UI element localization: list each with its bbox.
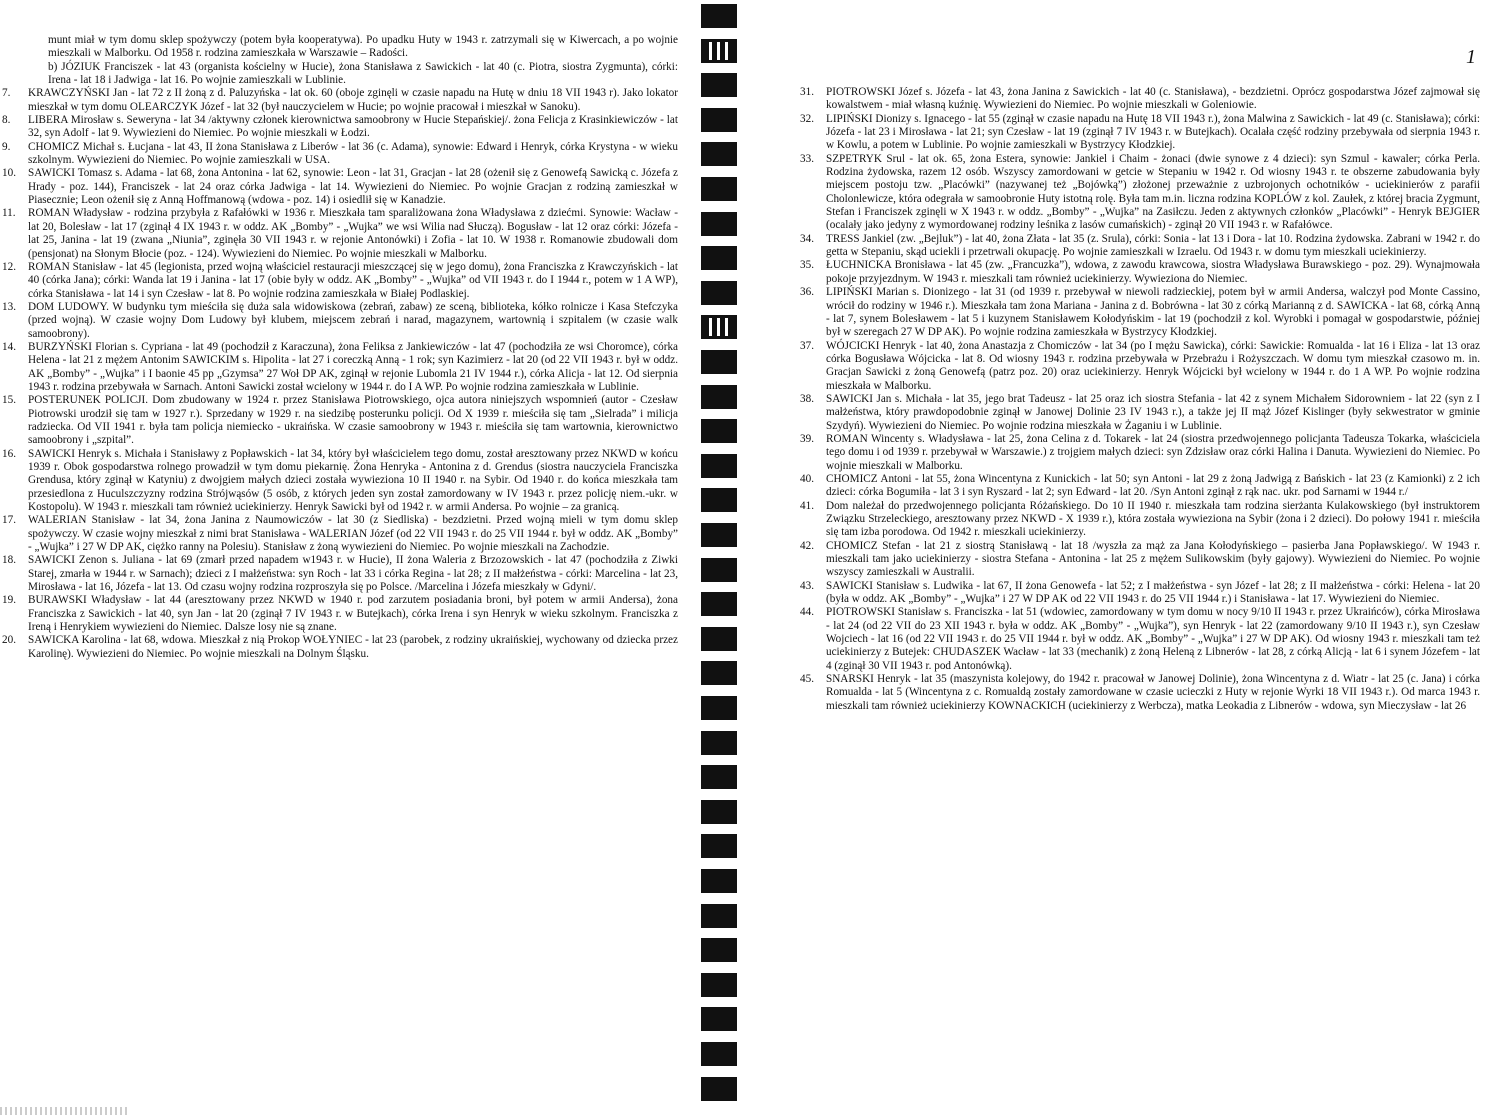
document-entry bbox=[2, 167, 678, 207]
document-entry bbox=[2, 554, 678, 594]
binding-hole bbox=[701, 904, 737, 928]
document-entry bbox=[800, 113, 1480, 153]
binding-notch bbox=[717, 318, 720, 336]
entry-number: 12. bbox=[2, 260, 16, 273]
binding-hole bbox=[701, 592, 737, 616]
entry-text: ROMAN Stanisław - lat 45 (legionista, przed wojną właściciel restauracji mieszczącej się w jego domu), żona Franciszka z Krawczyńskich - lat 40 (córka Jana); córki: Wanda lat 19 i Janina - lat 17 (obie były w oddz. AK „Bomby” - „Wujka” od VII 1943 r. do I 1944 r., potem w 1 A WP), córka Stanisława - lat 14 i syn Czesław - lat 8. Po wojnie rodzina zamieszkała w Białej Podlaskiej. bbox=[28, 260, 678, 300]
document-entry bbox=[2, 341, 678, 394]
document-entry bbox=[2, 448, 678, 515]
entry-text: BURAWSKI Władysław - lat 44 (aresztowany przez NKWD w 1940 r. pod zarzutem posiadania broni, był potem w armii Andersa), żona Franciszka z Sawickich - lat 40, syn Jan - lat 20 (zginął 7 IV 1943 r. w Butejkach), córka Irena i syn Henryk w wieku szkolnym. Franciszka z Ireną i Henrykiem wywiezieni do Niemiec. Dalsze losy nie są znane. bbox=[28, 594, 678, 634]
entry-number: 38. bbox=[800, 392, 814, 405]
document-entry bbox=[2, 301, 678, 341]
entry-text: b) JÓZIUK Franciszek - lat 43 (organista kościelny w Hucie), żona Stanisława z Sawickich - lat 40 (c. Piotra, siostra Zygmunta), córki: Irena - lat 18 i Jadwiga - lat 16. Po wojnie zamieszkali w Lublinie. bbox=[48, 60, 678, 87]
entry-number: 42. bbox=[800, 539, 814, 552]
binding-notch bbox=[717, 42, 720, 60]
entry-number: 31. bbox=[800, 86, 814, 98]
binding-hole bbox=[701, 73, 737, 97]
entry-text: CHOMICZ Michał s. Łucjana - lat 43, II żona Stanisława z Liberów - lat 36 (c. Adama), synowie: Edward i Henryk, córka Krystyna - w wieku szkolnym. Wywiezieni do Niemiec. Po wojnie zamieszkali w USA. bbox=[28, 140, 678, 167]
document-entry bbox=[800, 286, 1480, 339]
entry-text: POSTERUNEK POLICJI. Dom zbudowany w 1924 r. przez Stanisława Piotrowskiego, ojca autora niniejszych wspomnień (autor - Czesław Piotrowski urodził się tam w 1927 r.). Sprzedany w 1929 r. na siedzibę posterunku policji. Od X 1939 r. mieściła się tam „Sielrada” i milicja radziecka. Od VII 1941 r. była tam policja niemiecko - ukraińska. W czasie samoobrony w 1943 r. mieściła się tam wartownia, kierownictwo samoobrony i „szpital”. bbox=[28, 394, 678, 447]
binding-hole bbox=[701, 661, 737, 685]
entry-number: 37. bbox=[800, 339, 814, 352]
entry-text: BURZYŃSKI Florian s. Cypriana - lat 49 (pochodził z Karaczuna), żona Feliksa z Jankiewiczów - lat 47 (pochodziła ze wsi Choromce), córka Helena - lat 21 z mężem Antonim SAWICKIM s. Hipolita - lat 27 i coreczką Anną - 1 rok; syn Kazimierz - lat 20 (od 22 VII 1943 r. był w oddz. AK „Bomby” - „Wujka” i I baonie 45 pp „Gzymsa” 27 Woł DP AK, zginął w rejonie Lubomla 21 IV 1944 r.), córka Alicja - lat 12. Od sierpnia 1943 r. rodzina przebywała w Sarnach. Antoni Sawicki został wcielony w 1944 r. do I A WP. Po wojnie rodzina zamieszkała w Lublinie. bbox=[28, 340, 678, 393]
spiral-binding bbox=[700, 0, 770, 1115]
document-entry bbox=[800, 540, 1480, 580]
binding-hole bbox=[701, 246, 737, 270]
document-entry bbox=[800, 473, 1480, 500]
entry-text: CHOMICZ Antoni - lat 55, żona Wincentyna z Kunickich - lat 50; syn Antoni - lat 29 z żoną Jadwigą z Bańskich - lat 23 (z Kamionki) z 2 ich dzieci: córka Bogumiła - lat 3 i syn Ryszard - lat 2; syn Edward - lat 20. /Syn Antoni zginął z rąk nac. ukr. pod Sarnami w 1944 r./ bbox=[826, 472, 1480, 499]
document-entry bbox=[800, 433, 1480, 473]
entry-number: 35. bbox=[800, 259, 814, 272]
binding-hole bbox=[701, 523, 737, 547]
entry-text: KRAWCZYŃSKI Jan - lat 72 z II żoną z d. Paluzyńska - lat ok. 60 (oboje zginęli w czasie napadu na Hutę w dniu 18 VII 1943 r). Jako lokator mieszkał w tym domu OLEARCZYK Józef - lat 32 (był nauczycielem w Hucie; po wojnie pracował i mieszkał w Sanoku). bbox=[28, 87, 678, 113]
entry-number: 18. bbox=[2, 554, 16, 567]
entry-number: 8. bbox=[2, 114, 11, 127]
binding-hole bbox=[701, 765, 737, 789]
document-entry bbox=[800, 606, 1480, 673]
binding-hole bbox=[701, 488, 737, 512]
entry-text: SAWICKI Henryk s. Michała i Stanisławy z Popławskich - lat 34, który był właścicielem tego domu, został aresztowany przez NKWD w końcu 1939 r. Obok gospodarstwa rolnego prowadził w tym domu piekarnię. Żona Henryka - Antonina z d. Grendus (siostra nauczyciela Franciszka Grendusa, który zginął w Katyniu) z dwojgiem małych dzieci została wywieziona 10 II 1940 r. na Sybir. Od 1940 r. do końca mieszkała tam przesiedlona z Huculszczyzny rodzina Strójwąsów (5 osób, z których jeden syn został zamordowany w IV 1943 r. przez policję niem.-ukr. w Kostopolu). W 1943 r. mieszkali tam również uciekinierzy. Henryk Sawicki był od 1942 r. w armii Andersa. Po wojnie – za granicą. bbox=[28, 447, 678, 514]
binding-hole bbox=[701, 177, 737, 201]
binding-hole bbox=[701, 800, 737, 824]
entry-number: 34. bbox=[800, 232, 814, 245]
document-entry bbox=[2, 594, 678, 634]
binding-hole bbox=[701, 385, 737, 409]
entry-text: ŁUCHNICKA Bronisława - lat 45 (zw. „Francuzka”), wdowa, z zawodu krawcowa, siostra Władysława Burawskiego - poz. 29). Wynajmowała pokoje przyjezdnym. W 1943 r. mieszkali tam również uciekinierzy. Wywieziona do Niemiec. bbox=[826, 259, 1480, 285]
entry-number: 39. bbox=[800, 432, 814, 445]
entry-number: 44. bbox=[800, 606, 814, 619]
document-entry bbox=[2, 514, 678, 554]
entry-number: 15. bbox=[2, 394, 16, 407]
page-corner-mark: 1 bbox=[1466, 46, 1476, 68]
entry-number: 40. bbox=[800, 472, 814, 485]
entry-number: 16. bbox=[2, 447, 16, 460]
binding-hole bbox=[701, 1007, 737, 1031]
binding-hole bbox=[701, 1042, 737, 1066]
entry-text: TRESS Jankiel (zw. „Bejluk”) - lat 40, żona Złata - lat 35 (z. Srula), córki: Sonia - lat 13 i Dora - lat 10. Rodzina żydowska. Zabrani w 1942 r. do getta w Stepaniu, skąd uciekli i przetrwali okupację. Po wojnie zamieszkali w Izraelu. Od 1943 r. w domu tym mieszkali uciekinierzy. bbox=[826, 232, 1480, 259]
binding-hole bbox=[701, 1077, 737, 1101]
binding-hole bbox=[701, 696, 737, 720]
left-page-entries bbox=[2, 34, 678, 661]
document-entry bbox=[800, 86, 1480, 113]
entry-number: 11. bbox=[2, 207, 16, 220]
document-entry bbox=[2, 634, 678, 661]
entry-number: 14. bbox=[2, 340, 16, 353]
entry-text: SAWICKA Karolina - lat 68, wdowa. Mieszkał z nią Prokop WOŁYNIEC - lat 23 (parobek, z rodziny ukraińskiej, wychowany od dziecka przez Karolinę). Wywiezieni do Niemiec. Po wojnie mieszkali na Dolnym Śląsku. bbox=[28, 634, 678, 660]
entry-text: Dom należał do przedwojennego policjanta Różańskiego. Do 10 II 1940 r. mieszkała tam rodzina sierżanta Kulakowskiego (był instruktorem Związku Strzeleckiego, aresztowany przez NKWD - X 1939 r.), która została wywieziona na Sybir (żona i 2 dzieci). Do połowy 1941 r. mieściła się tam izba porodowa. Od 1942 r. mieszkali uciekinierzy. bbox=[826, 499, 1480, 539]
entry-text: munt miał w tym domu sklep spożywczy (potem była kooperatywa). Po upadku Huty w 1943 r. zatrzymali się w Kiwercach, a po wojnie mieszkali w Malborku. Od 1958 r. rodzina zamieszkała w Warszawie – Radości. bbox=[48, 34, 678, 60]
document-entry bbox=[800, 580, 1480, 607]
document-entry bbox=[800, 259, 1480, 286]
entry-text: SAWICKI Zenon s. Juliana - lat 69 (zmarł przed napadem w1943 r. w Hucie), II żona Waleria z Brzozowskich - lat 47 (pochodziła z Ziwki Starej, zmarła w 1944 r. w Sarnach); dzieci z I małżeństwa: syn Roch - lat 33 i córka Regina - lat 28; z II małżeństwa - córki: Marcelina - lat 23, Mirosława - lat 16, Józefa - lat 13. Od czasu wojny rodzina rozproszyła się po Polsce. /Marcelina i Józefa mieszkały w Gdyni/. bbox=[28, 554, 678, 594]
binding-hole bbox=[701, 350, 737, 374]
binding-hole bbox=[701, 4, 737, 28]
document-entry bbox=[800, 340, 1480, 393]
entry-number: 13. bbox=[2, 300, 16, 313]
binding-hole bbox=[701, 39, 737, 63]
entry-number: 33. bbox=[800, 152, 814, 165]
entry-number: 36. bbox=[800, 286, 814, 299]
entry-text: LIBERA Mirosław s. Seweryna - lat 34 /aktywny członek kierownictwa samoobrony w Hucie Stepańskiej/. żona Felicja z Krasinkiewiczów - lat 32, syn Adolf - lat 9. Wywiezieni do Niemiec. Po wojnie mieszkali w Łodzi. bbox=[28, 114, 678, 140]
entry-number bbox=[2, 61, 28, 88]
binding-hole bbox=[701, 419, 737, 443]
binding-notch bbox=[709, 42, 712, 60]
entry-number: 10. bbox=[2, 167, 16, 180]
binding-hole bbox=[701, 558, 737, 582]
document-entry bbox=[800, 393, 1480, 433]
binding-hole bbox=[701, 212, 737, 236]
entry-text: SAWICKI Jan s. Michała - lat 35, jego brat Tadeusz - lat 25 oraz ich siostra Stefania - lat 42 z synem Michałem Sidorowniem - lat 22 (syn z I małżeństwa, który prawdopodobnie zginął w Janowej Dolinie 23 IV 1943 r.), a także jej II mąż Józef Kislinger (były sekwestrator w gminie Szydyń). Wywiezieni do Niemiec. Po wojnie rodzina mieszkała w Żaganiu i w Lublinie. bbox=[826, 392, 1480, 432]
binding-hole bbox=[701, 938, 737, 962]
entry-text: SAWICKI Stanisław s. Ludwika - lat 67, II żona Genowefa - lat 52; z I małżeństwa - syn Józef - lat 28; z II małżeństwa - córki: Helena - lat 20 (była w oddz. AK „Bomby” - „Wujka” i 27 W DP AK od 22 VII 1943 r. do 25 VII 1944 r.) i Stanisława - lat 17. Wywiezieni do Niemiec. bbox=[826, 579, 1480, 606]
entry-text: WALERIAN Stanisław - lat 34, żona Janina z Naumowiczów - lat 30 (z Siedliska) - bezdzietni. Przed wojną mieli w tym domu sklep spożywczy. W czasie wojny mieszkał z nimi brat Stanisława - WALERIAN Józef (od 22 VII 1943 r. do 25 VII 1944 r. był w oddz. AK „Bomby” - „Wujka” i 27 W DP AK, ciężko ranny na Polesiu). Stanisław z żoną wywiezieni do Niemiec. Po wojnie mieszkali na Zachodzie. bbox=[28, 514, 678, 554]
entry-text: ROMAN Wincenty s. Władysława - lat 25, żona Celina z d. Tokarek - lat 24 (siostra przedwojennego policjanta Tadeusza Tokarka, właściciela tego domu i od 1939 r. przebywał w Warszawie.) z trojgiem małych dzieci: syn Zdzisław oraz córki Halina i Danuta. Wywiezieni do Niemiec. Po wojnie mieszkali w Malborku. bbox=[826, 432, 1480, 472]
document-entry bbox=[2, 394, 678, 447]
entry-text: LIPIŃSKI Dionizy s. Ignacego - lat 55 (zginął w czasie napadu na Hutę 18 VII 1943 r.), żona Malwina z Sawickich - lat 49 (c. Stanisława); córki: Józefa - lat 23 i Mirosława - lat 21; syn Czesław - lat 19 (zginął 7 IV 1943 r. w Butejkach). Ocalała część rodziny przebywała od sierpnia 1943 r. w Kowlu, a potem w Lublinie. Po wojnie zamieszkali w Bystrzycy Kłodzkiej. bbox=[826, 112, 1480, 152]
binding-hole bbox=[701, 973, 737, 997]
entry-text: SAWICKI Tomasz s. Adama - lat 68, żona Antonina - lat 62, synowie: Leon - lat 31, Gracjan - lat 28 (ożenił się z Genowefą Sawicką c. Józefa z Hrady - poz. 144), Franciszek - lat 24 oraz córka Jadwiga - lat 14. Wywiezieni do Niemiec. Po wojnie Gracjan z rodziną zamieszkał w Piasecznie; Leon ożenił się z Anną Hoffmanową (wdowa - poz. 14) i osiedlił się w Kanadzie. bbox=[28, 167, 678, 207]
entry-number: 20. bbox=[2, 634, 16, 647]
document-entry bbox=[2, 207, 678, 260]
document-entry bbox=[2, 261, 678, 301]
document-entry bbox=[800, 500, 1480, 540]
document-entry bbox=[800, 233, 1480, 260]
entry-text: PIOTROWSKI Józef s. Józefa - lat 43, żona Janina z Sawickich - lat 40 (c. Stanisława), - bezdzietni. Oprócz gospodarstwa Józef zajmował się kowalstwem - miał własną kuźnię. Wywiezieni do Niemiec. Po wojnie mieszkali w Goleniowie. bbox=[826, 86, 1480, 112]
document-entry bbox=[800, 153, 1480, 233]
binding-hole bbox=[701, 142, 737, 166]
scan-edge-artifact bbox=[0, 1107, 130, 1115]
binding-hole bbox=[701, 281, 737, 305]
document-entry bbox=[2, 34, 678, 61]
binding-hole bbox=[701, 627, 737, 651]
entry-text: WÓJCICKI Henryk - lat 40, żona Anastazja z Chomiczów - lat 34 (po I mężu Sawicka), córki: Sawickie: Romualda - lat 16 i Eliza - lat 13 oraz córka Bogusława Wójcicka - lat 8. Od wiosny 1943 r. rodzina przebywała w Przebrażu i Rożyszczach. W domu tym mieszkał czasowo m. in. Gracjan Sawicki z żoną Genowefą (patrz poz. 20) oraz uciekinierzy. Henryk Wójcicki był wcielony w 1944 r. do 1 A WP. Po wojnie rodzina mieszkała w Malborku. bbox=[826, 339, 1480, 392]
right-page bbox=[770, 0, 1488, 1115]
binding-hole bbox=[701, 869, 737, 893]
entry-number: 17. bbox=[2, 514, 16, 527]
entry-number: 41. bbox=[800, 499, 814, 512]
entry-number: 43. bbox=[800, 579, 814, 592]
document-entry bbox=[2, 141, 678, 168]
binding-hole bbox=[701, 731, 737, 755]
binding-hole bbox=[701, 454, 737, 478]
binding-notch bbox=[725, 318, 728, 336]
entry-text: LIPIŃSKI Marian s. Dionizego - lat 31 (od 1939 r. przebywał w niewoli radzieckiej, potem był w armii Andersa, walczył pod Monte Cassino, wrócił do rodziny w 1946 r.). Mieszkała tam żona Mariana - Janina z d. Bobrówna - lat 30 z córką Marianną z d. SAWICKA - lat 68, córką Anną - lat 7, synem Bolesławem - lat 5 i kuzynem Stanisławem Kołodyńskim - lat 19 (pochodził z kol. Wyrobki i pomagał w gospodarstwie, później był w szeregach 27 W DP AK). Po wojnie rodzina zamieszkała w Bystrzycy Kłodzkiej. bbox=[826, 286, 1480, 339]
binding-hole bbox=[701, 834, 737, 858]
entry-text: SNARSKI Henryk - lat 35 (maszynista kolejowy, do 1942 r. pracował w Janowej Dolinie), żona Wincentyna z d. Wiatr - lat 25 (c. Jana) i córka Romualda - lat 5 (Wincentyna z c. Romualdą zostały zamordowane w czasie ucieczki z Huty w rejonie Wyrki 18 VII 1943 r.). Od marca 1943 r. mieszkali tam również uciekinierzy KOWNACKICH (uciekinierzy z Werbcza), matka Leokadia z Libnerów - wdowa, syn Mieczysław - lat 26 bbox=[826, 673, 1480, 712]
binding-notch bbox=[709, 318, 712, 336]
document-entry bbox=[2, 87, 678, 114]
entry-number bbox=[2, 34, 28, 61]
document-entry bbox=[800, 673, 1480, 713]
entry-text: CHOMICZ Stefan - lat 21 z siostrą Stanisławą - lat 18 /wyszła za mąż za Jana Kołodyńskiego – pasierba Jana Popławskiego/. W 1943 r. mieszkali tam jako uciekinierzy - siostra Stefana - Antonina - lat 25 z mężem Sulikowskim (były gajowy). Wywiezieni do Niemiec. Po wojnie wszyscy zamieszkali w Australii. bbox=[826, 539, 1480, 579]
entry-text: DOM LUDOWY. W budynku tym mieściła się duża sala widowiskowa (zebrań, zabaw) ze sceną, biblioteka, kółko rolnicze i Kasa Stefczyka (przed wojną). W czasie wojny Dom Ludowy był klubem, miejscem zebrań i narad, magazynem, wartownią i szpitalem (w czasie walk samoobrony). bbox=[28, 300, 678, 340]
entry-number: 7. bbox=[2, 87, 11, 100]
entry-number: 19. bbox=[2, 594, 16, 607]
entry-text: ROMAN Władysław - rodzina przybyła z Rafałówki w 1936 r. Mieszkała tam sparaliżowana żona Władysława z dziećmi. Synowie: Wacław - lat 20, Bolesław - lat 17 (zginął 4 IX 1943 r. w oddz. AK „Bomby” - „Wujka” we wsi Wilia nad Słuczą). Bogusław - lat 12 oraz córki: Józefa - lat 25, Janina - lat 19 (zwana „Niunia”, zginęła 30 VII 1943 r. w rejonie Antonówki) i Zofia - lat 10. W 1938 r. Romanowie zbudowali dom (pensjonat) na Słonym Błocie (poz. - 124). Wywiezieni do Niemiec. Po wojnie mieszkali w Malborku. bbox=[28, 207, 678, 260]
binding-notch bbox=[725, 42, 728, 60]
left-page bbox=[0, 0, 700, 1115]
entry-text: PIOTROWSKI Stanisław s. Franciszka - lat 51 (wdowiec, zamordowany w tym domu w nocy 9/10 II 1943 r. przez Ukraińców), córka Mirosława - lat 24 (od 22 VII do 23 XII 1943 r. była w oddz. AK „Bomby” - „Wujka”), syn Henryk - lat 22 (zamordowany 9/10 II 1943 r.), syn Czesław Wojciech - lat 16 (od 22 VII 1943 r. do 25 VII 1944 r. był w oddz. AK „Bomby” - „Wujka” i 27 W DP AK). Od wiosny 1943 r. mieszkali tam też uciekinierzy z Butejek: CHUDASZEK Wacław - lat 33 (mechanik) z żoną Heleną z Libnerów - lat 28, z córką Alicją - lat 6 i synem Józefem - lat 4 (zginął 30 VII 1943 r. pod Antonówką). bbox=[826, 606, 1480, 672]
document-entry bbox=[2, 114, 678, 141]
binding-hole bbox=[701, 315, 737, 339]
right-page-entries bbox=[800, 86, 1480, 713]
document-entry bbox=[2, 61, 678, 88]
entry-number: 45. bbox=[800, 673, 814, 686]
entry-text: SZPETRYK Srul - lat ok. 65, żona Estera, synowie: Jankiel i Chaim - żonaci (dwie synowe z 4 dzieci): syn Szmul - kawaler; córka Perla. Rodzina żydowska, razem 12 osób. Wszyscy zamordowani w getcie w Stepaniu w 1942 r. Od wiosny 1943 r. te obszerne zabudowania były miejscem postoju tzw. „Placówki” (nazywanej też „Bojówką”) złożonej przeważnie z uzbrojonych ochotników - uciekinierów z parafii Cholonlewicze, która odegrała w samoobronie Huty istotną rolę. Była tam m.in. liczna rodzina KOPLÓW z kol. Zaułek, z której bracia Zygmunt, Stefan i Franciszek zginęli w X 1943 r. w oddz. „Bomby” - „Wujka” na Zasiłczu. Jeden z aktywnych członków „Placówki” - Henryk BEJGIER (ocalały jako jedyny z wymordowanej rodziny leśnika z lasów cumańskich) - zginął 20 VII 1943 r. w Rafałówce. bbox=[826, 152, 1480, 232]
entry-number: 32. bbox=[800, 112, 814, 125]
entry-number: 9. bbox=[2, 140, 11, 153]
binding-hole bbox=[701, 108, 737, 132]
